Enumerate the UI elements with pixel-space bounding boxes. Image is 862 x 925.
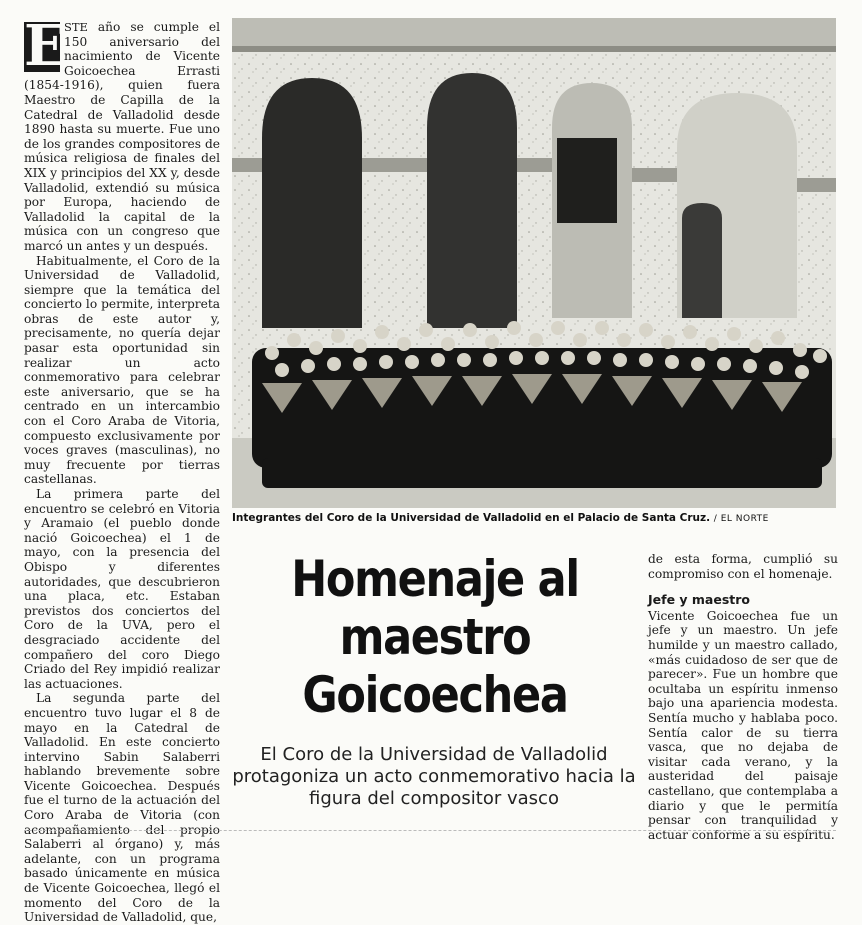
subheadline: El Coro de la Universidad de Valladolid protagoniza un acto conmemorativo hacia la figura del compositor vasco xyxy=(232,744,636,809)
dropcap: E xyxy=(24,13,67,79)
lead-paragraph xyxy=(24,13,220,254)
choir-photo-illustration xyxy=(232,18,836,508)
body-paragraph: La segunda parte del encuentro tuvo lugar el 8 de mayo en la Catedral de Valladolid. En este concierto intervino Sabin Salaberri hablando brevemente sobre Vicente Goicoechea. Después fue el turno de la actuación del Coro Araba de Vitoria (con acompañamiento del propio Salaberri al órgano) y, más adelante, con un programa basado únicamente en música de Vicente Goicoechea, llegó el momento del Coro de la Universidad de Valladolid, que, xyxy=(24,691,220,925)
body-paragraph: La primera parte del encuentro se celebró en Vitoria y Aramaio (el pueblo donde nació Goicoechea) el 1 de mayo, con la presencia del Obispo y diferentes autoridades, que descubrieron una placa, etc. Estaban previstos dos conciertos del Coro de la UVA, pero el desgraciado accidente del compañero del coro Diego Criado del Rey impidió realizar las actuaciones. xyxy=(24,487,220,691)
headline-line: Homenaje al xyxy=(291,550,579,608)
section-heading: Jefe y maestro xyxy=(648,592,751,608)
caption-text: Integrantes del Coro de la Universidad de Valladolid en el Palacio de Santa Cruz. xyxy=(232,512,711,524)
headline xyxy=(267,550,602,724)
continuation-paragraph: de esta forma, cumplió su compromiso con el homenaje. xyxy=(648,552,838,581)
photo-caption xyxy=(232,512,836,524)
choir-photo xyxy=(232,18,836,508)
right-column xyxy=(648,552,838,842)
dropcap-continuation: STE xyxy=(64,20,88,34)
bottom-rule xyxy=(24,830,836,832)
lead-text: año se cumple el 150 aniversario del nacimiento de Vicente Goicoechea Errasti (1854-1916), quien fuera Maestro de Capilla de la Catedral de Valladolid desde 1890 hasta su muerte. Fue uno de los grandes compositores de música religiosa de finales del XIX y principios del XX y, desde Valladolid, extendió su música por Europa, haciendo de Valladolid la capital de la música con un congreso que marcó un antes y un después. xyxy=(24,20,220,253)
headline-line: Goicoechea xyxy=(302,666,568,724)
body-paragraph: Vicente Goicoechea fue un jefe y un maestro. Un jefe humilde y un maestro callado, «más cuidadoso de ser que de parecer». Fue un hombre que ocultaba un espíritu inmenso bajo una apariencia modesta. Sentía mucho y hablaba poco. Sentía calor de su tierra vasca, que no dejaba de visitar cada verano, y la austeridad del paisaje castellano, que contemplaba a diario y que le permitía pensar con tranquilidad y actuar conforme a su espíritu. xyxy=(648,608,838,842)
photo-credit: / EL NORTE xyxy=(713,514,769,524)
headline-line: maestro xyxy=(339,608,531,666)
left-column xyxy=(24,13,220,925)
body-paragraph: Habitualmente, el Coro de la Universidad de Valladolid, siempre que la temática del concierto lo permite, interpreta obras de este autor y, precisamente, no quería dejar pasar esta oportunidad sin realizar un acto conmemorativo para celebrar este aniversario, que se ha centrado en un intercambio con el Coro Araba de Vitoria, compuesto exclusivamente por voces graves (masculinas), no muy frecuente por tierras castellanas. xyxy=(24,253,220,487)
